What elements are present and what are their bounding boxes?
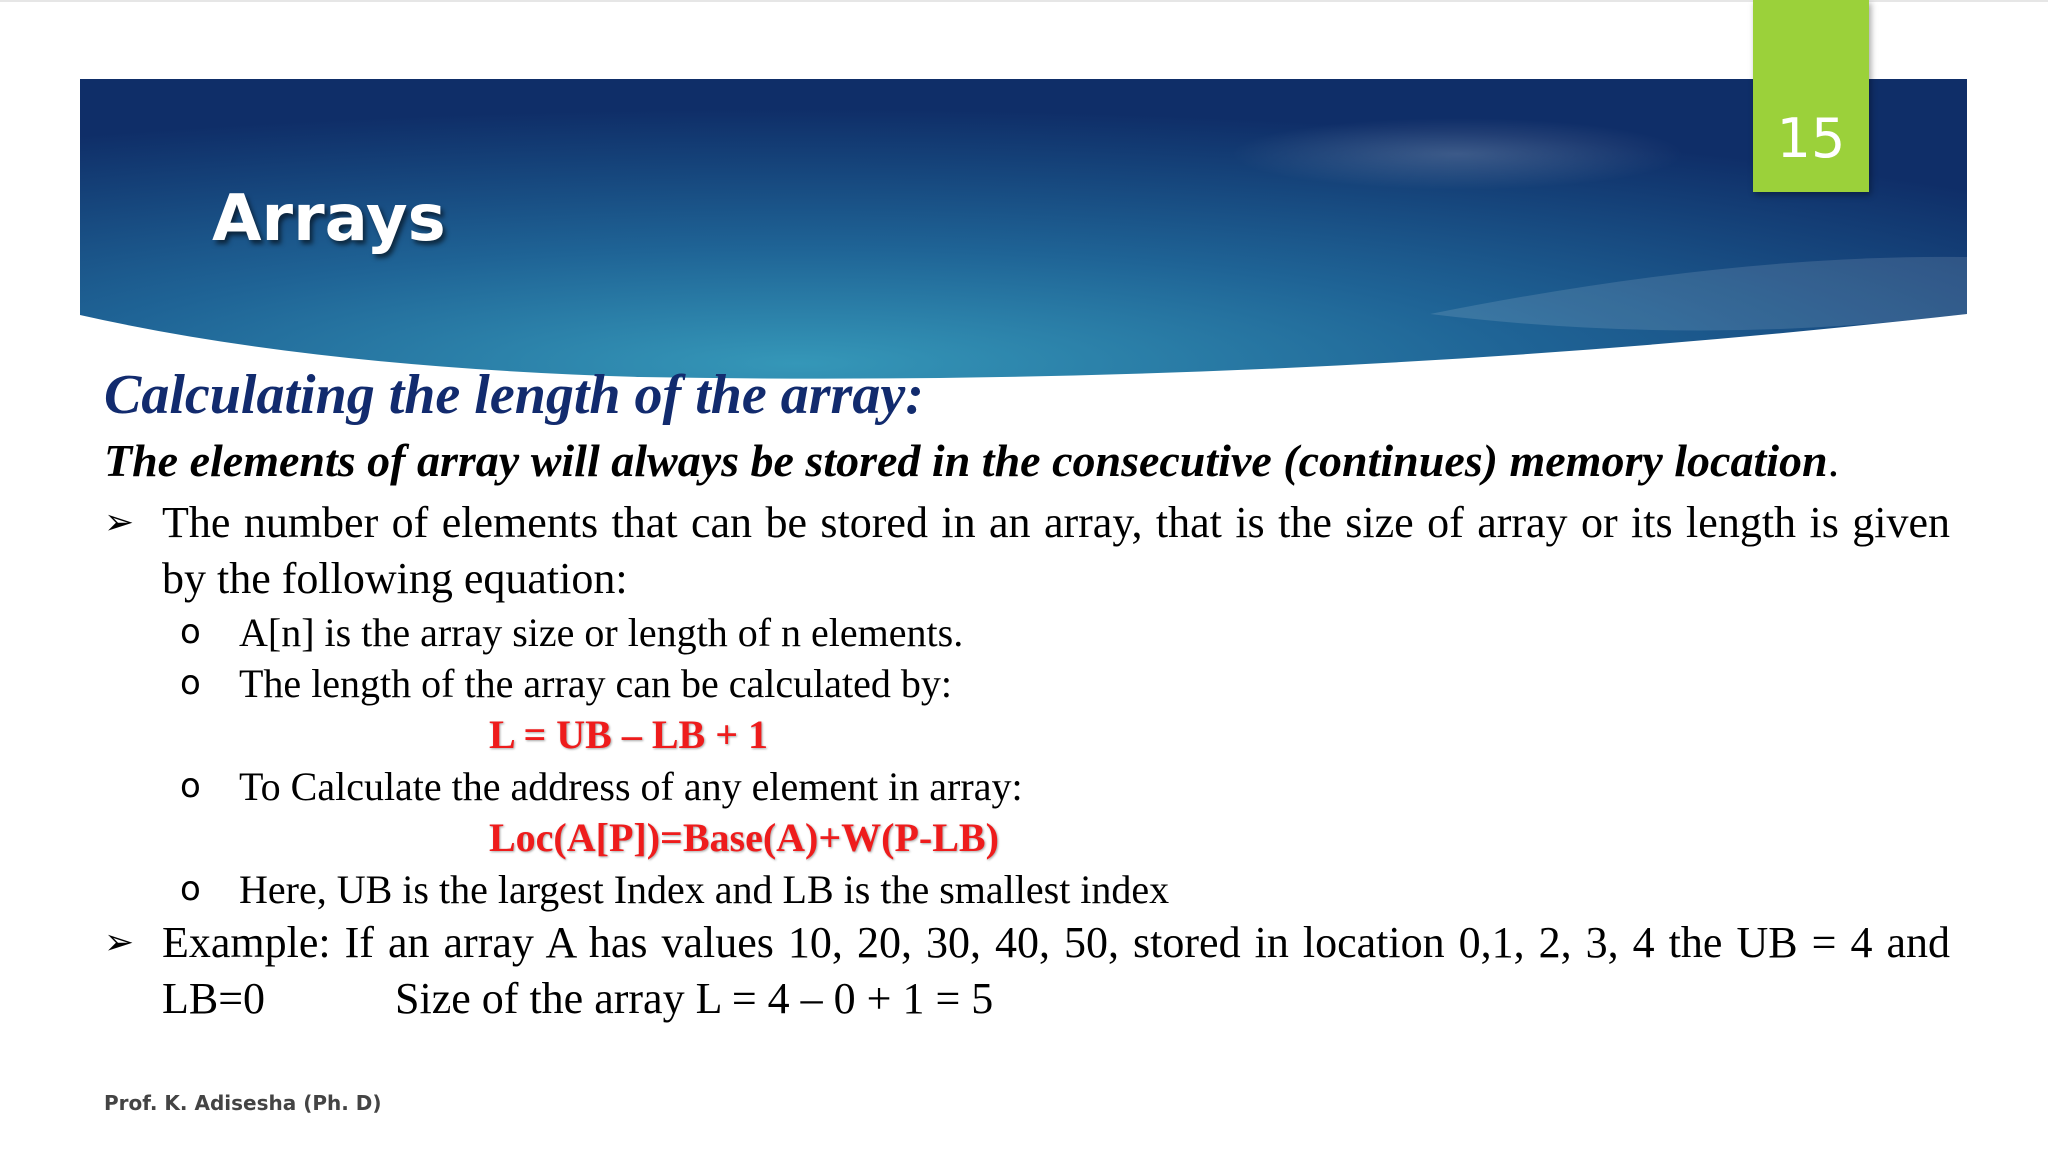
sub-bullet-item xyxy=(104,607,1950,658)
page-number: 15 xyxy=(1776,107,1846,170)
length-formula: L = UB – LB + 1 xyxy=(489,712,768,757)
top-divider xyxy=(0,0,2048,2)
sub-bullet-text: A[n] is the array size or length of n elements. xyxy=(239,610,964,655)
section-heading: Calculating the length of the array: xyxy=(104,364,924,426)
slide-body xyxy=(104,360,1950,1027)
circle-bullet-icon: o xyxy=(180,663,201,703)
page-number-tab xyxy=(1753,0,1869,192)
address-formula: Loc(A[P])=Base(A)+W(P-LB) xyxy=(489,815,999,860)
sub-bullet-item xyxy=(104,761,1950,812)
bullet-item xyxy=(104,915,1950,1027)
slide-title: Arrays xyxy=(212,182,446,256)
example-result: Size of the array L = 4 – 0 + 1 = 5 xyxy=(395,974,994,1023)
sub-bullet-text: Here, UB is the largest Index and LB is the smallest index xyxy=(239,867,1170,912)
intro-period: . xyxy=(1827,435,1840,486)
circle-bullet-icon: o xyxy=(180,612,201,652)
bullet-text: The number of elements that can be stored in an array, that is the size of array or its length is given by the following equation: xyxy=(162,498,1950,603)
circle-bullet-icon: o xyxy=(180,766,201,806)
author-footer: Prof. K. Adisesha (Ph. D) xyxy=(104,1091,382,1115)
sub-bullet-text: The length of the array can be calculated by: xyxy=(239,661,952,706)
bullet-item xyxy=(104,495,1950,607)
sub-bullet-item xyxy=(104,658,1950,709)
intro-statement xyxy=(104,430,1950,491)
sub-bullet-text: To Calculate the address of any element in array: xyxy=(239,764,1023,809)
intro-text: The elements of array will always be stored in the consecutive (continues) memory location xyxy=(104,435,1828,486)
arrowhead-bullet-icon: ➢ xyxy=(104,922,135,963)
circle-bullet-icon: o xyxy=(180,869,201,909)
arrowhead-bullet-icon: ➢ xyxy=(104,502,135,543)
sub-bullet-item xyxy=(104,864,1950,915)
example-text: Example: If an array A has values 10, 20, 30, 40, 50, stored in location 0,1, 2, 3, 4 the UB = 4 and LB=0 xyxy=(162,918,1950,1023)
